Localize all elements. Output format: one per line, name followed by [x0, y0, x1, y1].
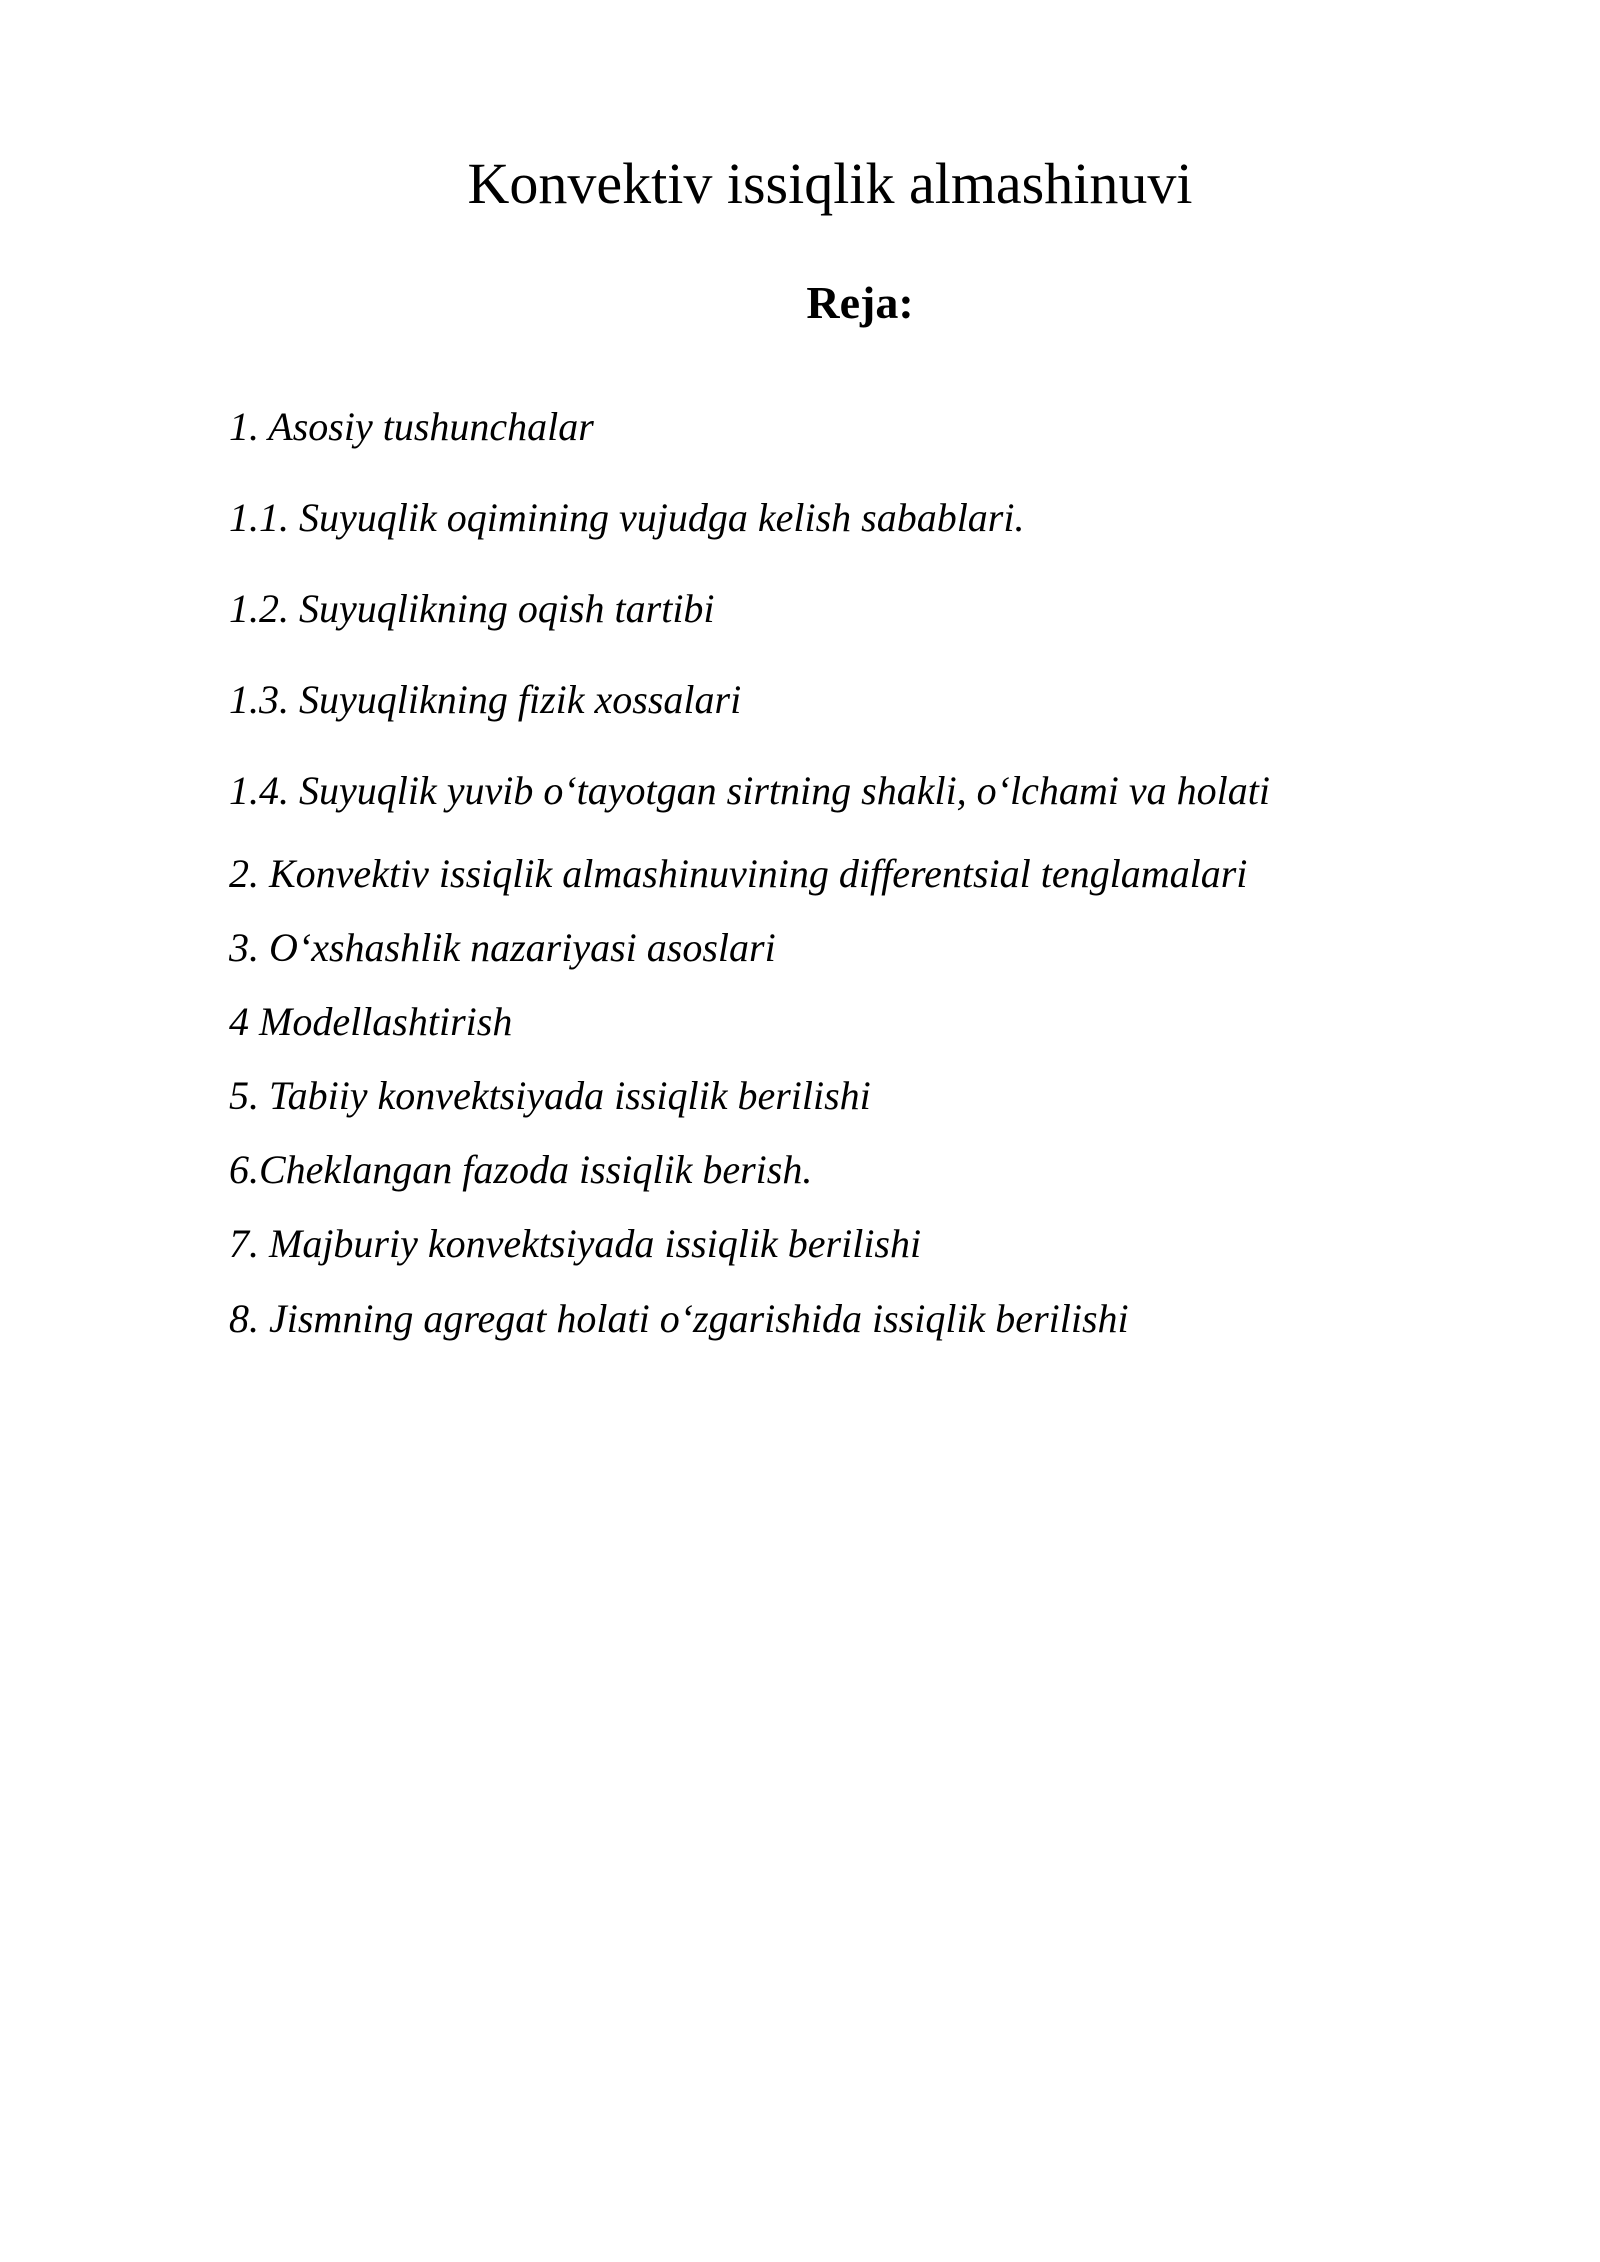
plan-item: 6.Cheklangan fazoda issiqlik berish.	[229, 1147, 813, 1192]
plan-item: 1.3. Suyuqlikning fizik xossalari	[229, 677, 742, 722]
document-title: Konvektiv issiqlik almashinuvi	[467, 151, 1193, 216]
plan-heading: Reja:	[806, 277, 914, 328]
plan-item: 1. Asosiy tushunchalar	[229, 404, 594, 449]
plan-item: 3. O‘xshashlik nazariyasi asoslari	[229, 925, 776, 970]
plan-item: 1.1. Suyuqlik oqimining vujudga kelish sabablari.	[229, 495, 1025, 540]
plan-item: 5. Tabiiy konvektsiyada issiqlik berilishi	[229, 1073, 871, 1118]
plan-item: 4 Modellashtirish	[229, 999, 513, 1044]
plan-item: 7. Majburiy konvektsiyada issiqlik berilishi	[229, 1221, 922, 1266]
plan-item: 1.4. Suyuqlik yuvib o‘tayotgan sirtning shakli, o‘lchami va holati	[229, 768, 1270, 813]
plan-item: 1.2. Suyuqlikning oqish tartibi	[229, 586, 715, 631]
plan-item: 8. Jismning agregat holati o‘zgarishida issiqlik berilishi	[229, 1296, 1129, 1341]
plan-item: 2. Konvektiv issiqlik almashinuvining differentsial tenglamalari	[229, 851, 1248, 896]
